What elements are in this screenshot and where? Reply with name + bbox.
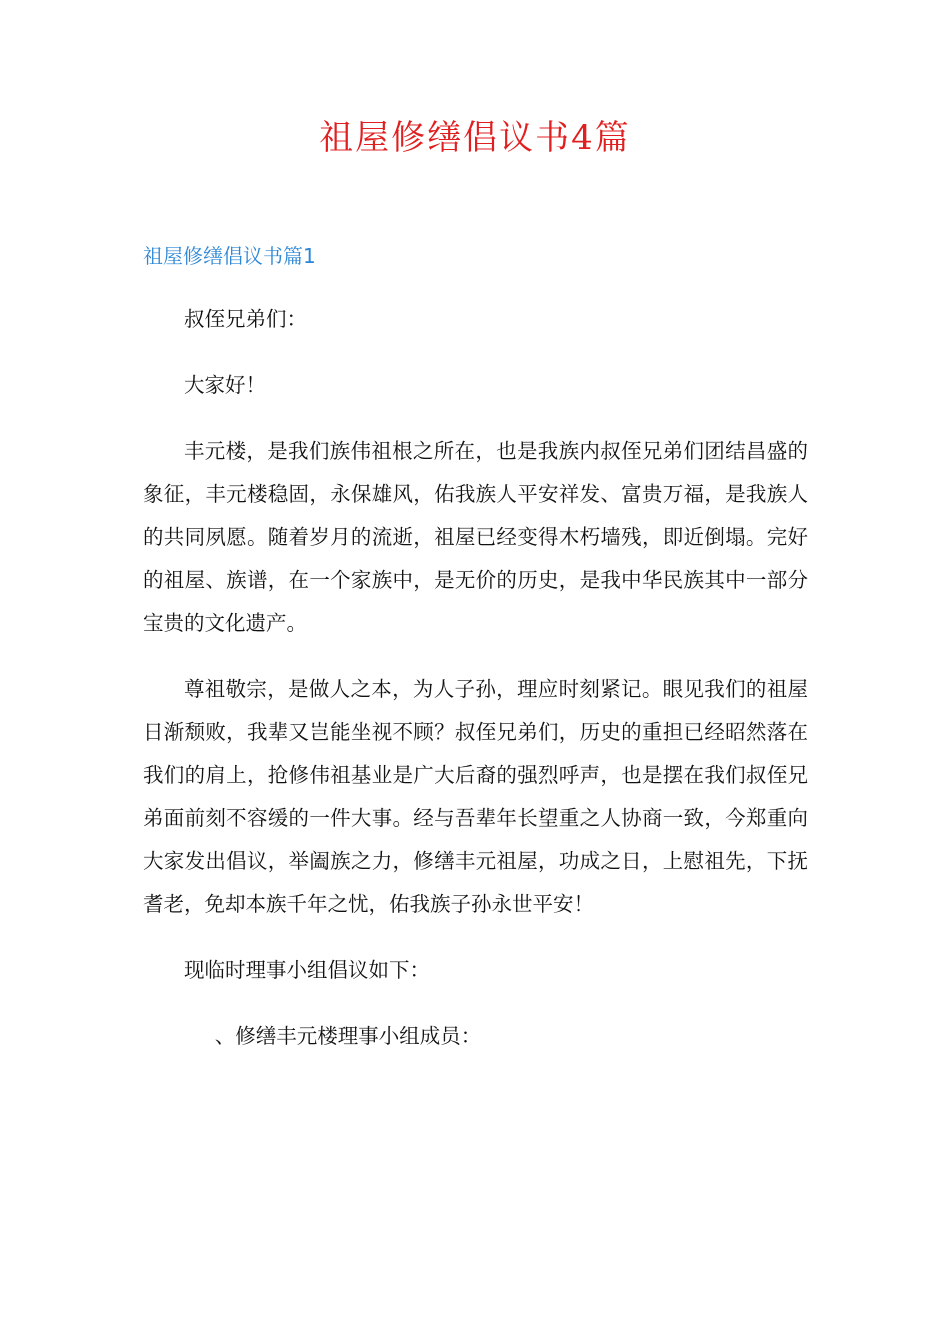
section-heading: 祖屋修缮倡议书篇1 bbox=[143, 244, 316, 268]
salutation-paragraph: 叔侄兄弟们： bbox=[184, 307, 307, 331]
greeting-paragraph: 大家好！ bbox=[184, 373, 266, 397]
list-item: 、修缮丰元楼理事小组成员： bbox=[214, 1024, 482, 1048]
body-paragraph: 尊祖敬宗，是做人之本，为人子孙，理应时刻紧记。眼见我们的祖屋日渐颓败，我辈又岂能坐视不顾？叔侄兄弟们，历史的重担已经昭然落在我们的肩上，抢修伟祖基业是广大后裔的强烈呼声，也是摆在我们叔侄兄弟面前刻不容缓的一件大事。经与吾辈年长望重之人协商一致，今郑重向大家发出倡议，举阖族之力，修缮丰元祖屋，功成之日，上慰祖先，下抚耆老，免却本族千年之忧，佑我族子孙永世平安！ bbox=[143, 677, 808, 916]
body-paragraph: 丰元楼，是我们族伟祖根之所在，也是我族内叔侄兄弟们团结昌盛的象征，丰元楼稳固，永保雄风，佑我族人平安祥发、富贵万福，是我族人的共同夙愿。随着岁月的流逝，祖屋已经变得木朽墙残，即近倒塌。完好的祖屋、族谱，在一个家族中，是无价的历史，是我中华民族其中一部分宝贵的文化遗产。 bbox=[143, 439, 808, 635]
document-title: 祖屋修缮倡议书4篇 bbox=[319, 118, 631, 158]
document-body bbox=[143, 298, 808, 1081]
proposal-intro-paragraph: 现临时理事小组倡议如下： bbox=[184, 958, 430, 982]
